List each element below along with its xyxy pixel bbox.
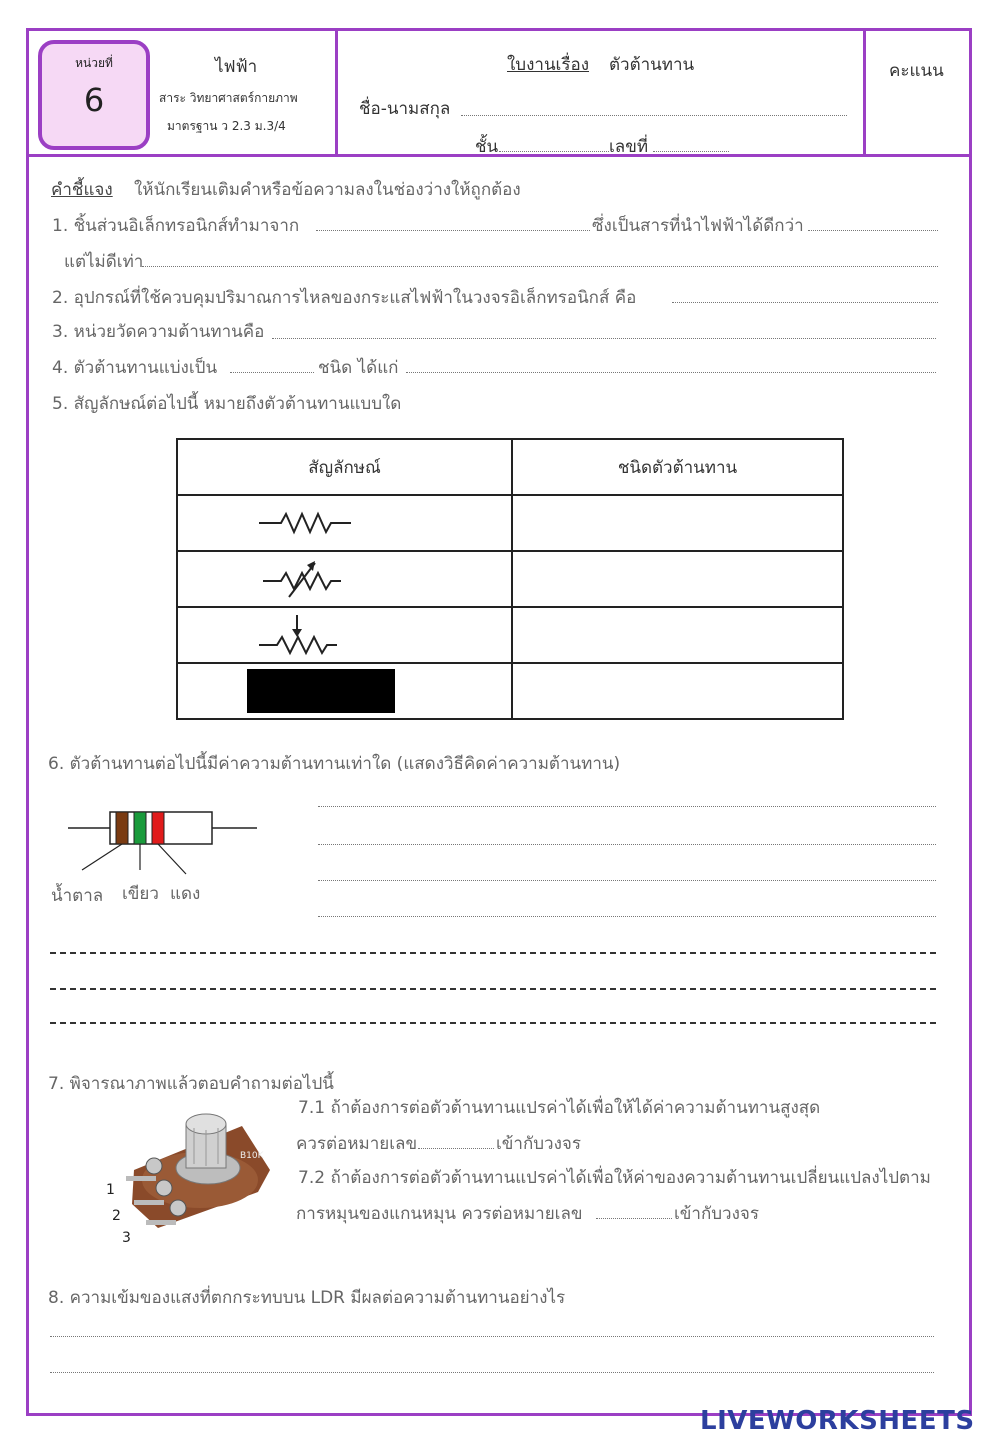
q1-blank-3[interactable]: [142, 266, 938, 267]
score-divider: [863, 31, 866, 157]
answer-cell-4[interactable]: [512, 663, 843, 719]
q1-blank-1[interactable]: [316, 230, 590, 231]
table-header-symbol: สัญลักษณ์: [177, 439, 512, 495]
q6-work-line-1[interactable]: [318, 806, 936, 807]
header: [29, 31, 969, 157]
table-row: [177, 551, 843, 607]
worksheet-label: ใบงานเรื่อง: [507, 55, 590, 75]
answer-cell-3[interactable]: [512, 607, 843, 663]
q6-text: 6. ตัวต้านทานต่อไปนี้มีค่าความต้านทานเท่าใด (แสดงวิธีคิดค่าความต้านทาน): [48, 754, 621, 774]
footer-brand: LIVEWORKSHEETS: [700, 1406, 975, 1436]
q1-part-b: ซึ่งเป็นสารที่นำไฟฟ้าได้ดีกว่า: [592, 216, 804, 236]
instructions-text: ให้นักเรียนเติมคำหรือข้อความลงในช่องว่างให้ถูกต้อง: [134, 180, 521, 200]
variable-resistor-symbol: [177, 551, 512, 607]
q7-2-part-a: 7.2 ถ้าต้องการต่อตัวต้านทานแปรค่าได้เพื่อให้ค่าของความต้านทานเปลี่ยนแปลงไปตาม: [298, 1168, 931, 1188]
q8-answer-line-2[interactable]: [50, 1372, 934, 1373]
band-1: [116, 812, 128, 844]
q4-blank-2[interactable]: [406, 372, 936, 373]
answer-line-2[interactable]: [50, 988, 936, 990]
q7-1-part-b: ควรต่อหมายเลข: [296, 1134, 418, 1154]
q6-work-line-3[interactable]: [318, 880, 936, 881]
pin-1-label: 1: [106, 1182, 115, 1198]
pin-2-label: 2: [112, 1208, 121, 1224]
q7-2-blank[interactable]: [596, 1218, 672, 1219]
q7-2-part-c: เข้ากับวงจร: [674, 1204, 759, 1224]
unit-label: หน่วยที่: [75, 56, 113, 70]
redacted-symbol-cell: [177, 663, 512, 719]
band-2-label: เขียว: [122, 884, 159, 904]
q8-text: 8. ความเข้มของแสงที่ตกกระทบบน LDR มีผลต่อความต้านทานอย่างไร: [48, 1288, 566, 1308]
number-label: เลขที่: [609, 137, 649, 157]
class-blank[interactable]: [499, 151, 609, 152]
table-row: [177, 607, 843, 663]
worksheet-topic: ตัวต้านทาน: [609, 55, 695, 75]
number-blank[interactable]: [653, 151, 729, 152]
band-2: [134, 812, 146, 844]
name-label: ชื่อ-นามสกุล: [359, 99, 451, 119]
q7-1-part-a: 7.1 ถ้าต้องการต่อตัวต้านทานแปรค่าได้เพื่อให้ได้ค่าความต้านทานสูงสุด: [298, 1098, 821, 1118]
answer-line-1[interactable]: [50, 952, 936, 954]
subject-line: สาระ วิทยาศาสตร์กายภาพ: [159, 91, 298, 105]
q2-text: 2. อุปกรณ์ที่ใช้ควบคุมปริมาณการไหลของกระแสไฟฟ้าในวงจรอิเล็กทรอนิกส์ คือ: [52, 288, 637, 308]
table-row: [177, 663, 843, 719]
answer-cell-2[interactable]: [512, 551, 843, 607]
q2-blank[interactable]: [672, 302, 938, 303]
answer-cell-1[interactable]: [512, 495, 843, 551]
pot-marking: B10K: [240, 1151, 264, 1161]
header-divider: [335, 31, 338, 157]
answer-line-3[interactable]: [50, 1022, 936, 1024]
table-header-row: [177, 439, 843, 495]
score-label: คะแนน: [889, 61, 944, 81]
q1-blank-2[interactable]: [808, 230, 938, 231]
variable-resistor-icon: [263, 557, 383, 601]
subject-title: ไฟฟ้า: [215, 57, 258, 77]
fixed-resistor-symbol: [177, 495, 512, 551]
q6-work-line-4[interactable]: [318, 916, 936, 917]
name-blank[interactable]: [461, 115, 847, 116]
potentiometer-symbol: [177, 607, 512, 663]
table-row: [177, 495, 843, 551]
q1-part-a: 1. ชิ้นส่วนอิเล็กทรอนิกส์ทำมาจาก: [52, 216, 300, 236]
standard-line: มาตรฐาน ว 2.3 ม.3/4: [167, 119, 286, 133]
q6-work-line-2[interactable]: [318, 844, 936, 845]
q7-1-blank[interactable]: [418, 1148, 494, 1149]
q1-part-c: แต่ไม่ดีเท่า: [64, 252, 144, 272]
symbol-table: [176, 438, 844, 720]
band-3-label: แดง: [170, 884, 201, 904]
q8-answer-line-1[interactable]: [50, 1336, 934, 1337]
q4-part-b: ชนิด ได้แก่: [318, 358, 399, 378]
q3-blank[interactable]: [272, 338, 936, 339]
q7-1-part-c: เข้ากับวงจร: [496, 1134, 581, 1154]
q7-2-part-b: การหมุนของแกนหมุน ควรต่อหมายเลข: [296, 1204, 583, 1224]
potentiometer-photo: [102, 1100, 277, 1250]
pin-3-label: 3: [122, 1230, 131, 1246]
table-header-type: ชนิดตัวต้านทาน: [512, 439, 843, 495]
q7-text: 7. พิจารณาภาพแล้วตอบคำถามต่อไปนี้: [48, 1074, 334, 1094]
band-1-label: น้ำตาล: [51, 886, 104, 906]
class-label: ชั้น: [475, 137, 499, 157]
unit-number: 6: [83, 81, 105, 119]
q4-blank-1[interactable]: [230, 372, 314, 373]
fixed-resistor-icon: [259, 508, 379, 538]
q4-part-a: 4. ตัวต้านทานแบ่งเป็น: [52, 358, 218, 378]
unit-badge: [38, 40, 150, 150]
redacted-block: [247, 669, 395, 713]
band-3: [152, 812, 164, 844]
q3-text: 3. หน่วยวัดความต้านทานคือ: [52, 322, 265, 342]
instructions-label: คำชี้แจง: [51, 180, 113, 200]
q5-text: 5. สัญลักษณ์ต่อไปนี้ หมายถึงตัวต้านทานแบบใด: [52, 394, 402, 414]
potentiometer-icon: [259, 613, 379, 657]
